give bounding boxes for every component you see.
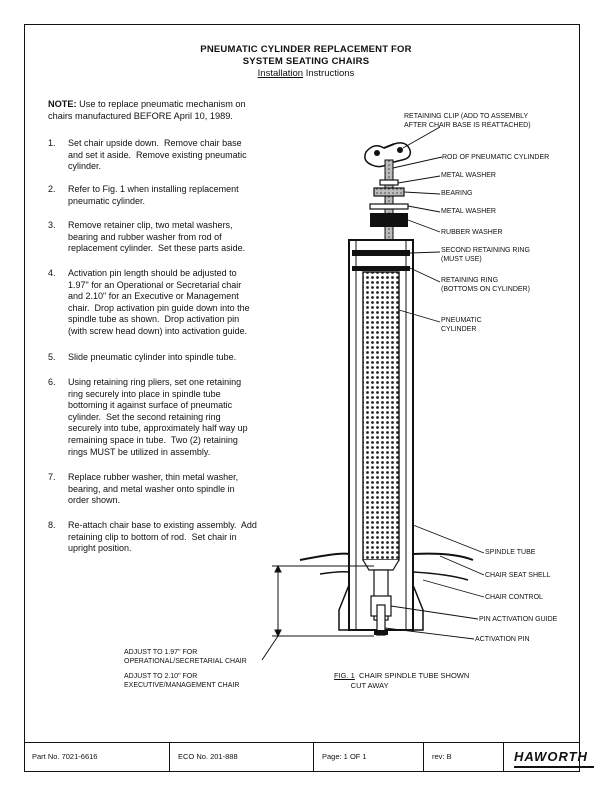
haworth-logo (514, 749, 596, 767)
callout-seat-shell: CHAIR SEAT SHELL (485, 572, 551, 579)
step-number: 4. (48, 268, 56, 278)
metal-washer-top (380, 180, 398, 185)
step-number: 3. (48, 220, 56, 230)
callout-metal-washer-2: METAL WASHER (441, 208, 496, 215)
pneumatic-cylinder-body (363, 272, 399, 560)
note-label: NOTE: (48, 99, 77, 109)
bearing (374, 188, 404, 196)
figure-label: FIG. 1 (334, 671, 355, 680)
callout-retaining-ring: RETAINING RING (BOTTOMS ON CYLINDER) (441, 277, 530, 293)
title-line-2: SYSTEM SEATING CHAIRS (242, 56, 370, 67)
revision: rev: B (424, 743, 504, 771)
step-text: Refer to Fig. 1 when installing replacement pneumatic cylinder. (68, 184, 239, 206)
step-text: Re-attach chair base to existing assembly. Add retaining clip to bottom of rod. Set chair in upright position. (68, 520, 257, 554)
callout-rod: ROD OF PNEUMATIC CYLINDER (442, 154, 550, 161)
callout-second-ring: SECOND RETAINING RING (MUST USE) (441, 247, 530, 263)
note-line-2: chairs manufactured BEFORE April 10, 1989. (48, 111, 233, 121)
logo-text: HAWORTH (514, 749, 588, 764)
step-number: 1. (48, 138, 56, 148)
page-number: Page: 1 OF 1 (314, 743, 424, 771)
step-text: Set chair upside down. Remove chair base and set it aside. Remove existing pneumatic cylinder. (68, 138, 247, 172)
step-number: 6. (48, 377, 56, 387)
rubber-washer (370, 213, 408, 227)
eco-number: ECO No. 201-888 (170, 743, 314, 771)
callout-pin-guide: PIN ACTIVATION GUIDE (479, 616, 558, 623)
step-number: 8. (48, 520, 56, 530)
step-text: Activation pin length should be adjusted to 1.97" for an Operational or Secretarial chair and 2.10" for an Executive or Management chair. Drop activation pin guide down into the spindle tube as shown. Drop activation pin (with screw head down) into activation guide. (68, 268, 250, 336)
callout-chair-control: CHAIR CONTROL (485, 594, 543, 601)
callout-retaining-clip: RETAINING CLIP (ADD TO ASSEMBLY AFTER CHAIR BASE IS REATTACHED) (404, 113, 531, 129)
step-text: Replace rubber washer, thin metal washer, bearing, and metal washer onto spindle in order shown. (68, 472, 239, 506)
footer (24, 742, 588, 772)
metal-washer-bottom (370, 204, 408, 209)
callout-adjust-197: ADJUST TO 1.97" FOR OPERATIONAL/SECRETARIAL CHAIR (124, 649, 247, 665)
step-number: 5. (48, 352, 56, 362)
callout-spindle-tube: SPINDLE TUBE (485, 549, 536, 556)
figure-caption (334, 671, 469, 690)
note-line-1: Use to replace pneumatic mechanism on (76, 99, 246, 109)
second-retaining-ring-shape (352, 250, 410, 256)
subtitle-instructions: Instructions (303, 68, 355, 79)
step-number: 2. (48, 184, 56, 194)
title-line-1: PNEUMATIC CYLINDER REPLACEMENT FOR (200, 44, 412, 55)
callout-bearing: BEARING (441, 190, 473, 197)
callout-pneumatic-cylinder: PNEUMATIC CYLINDER (441, 317, 482, 333)
callout-adjust-210: ADJUST TO 2.10" FOR EXECUTIVE/MANAGEMENT CHAIR (124, 673, 240, 689)
callout-activation-pin: ACTIVATION PIN (475, 636, 530, 643)
callout-rubber-washer: RUBBER WASHER (441, 229, 503, 236)
part-number: Part No. 7021-6616 (24, 743, 170, 771)
step-number: 7. (48, 472, 56, 482)
step-text: Remove retainer clip, two metal washers, bearing and rubber washer from rod of replacement cylinder. Set these parts aside. (68, 220, 246, 254)
figure-caption-text: CHAIR SPINDLE TUBE SHOWN CUT AWAY (350, 671, 470, 690)
step-text: Slide pneumatic cylinder into spindle tube. (68, 352, 237, 362)
callout-metal-washer: METAL WASHER (441, 172, 496, 179)
cylinder-rod (385, 160, 393, 242)
step-text: Using retaining ring pliers, set one retaining ring securely into place in spindle tube bottoming it against surface of pneumatic cylinder. Set the second retaining ring securely into tube, approximately half way up remaining space in tube. Two (2) retaining rings MUST be utilized in assembly. (68, 377, 248, 457)
subtitle-installation: Installation (257, 68, 304, 79)
retaining-ring-shape (352, 266, 410, 271)
